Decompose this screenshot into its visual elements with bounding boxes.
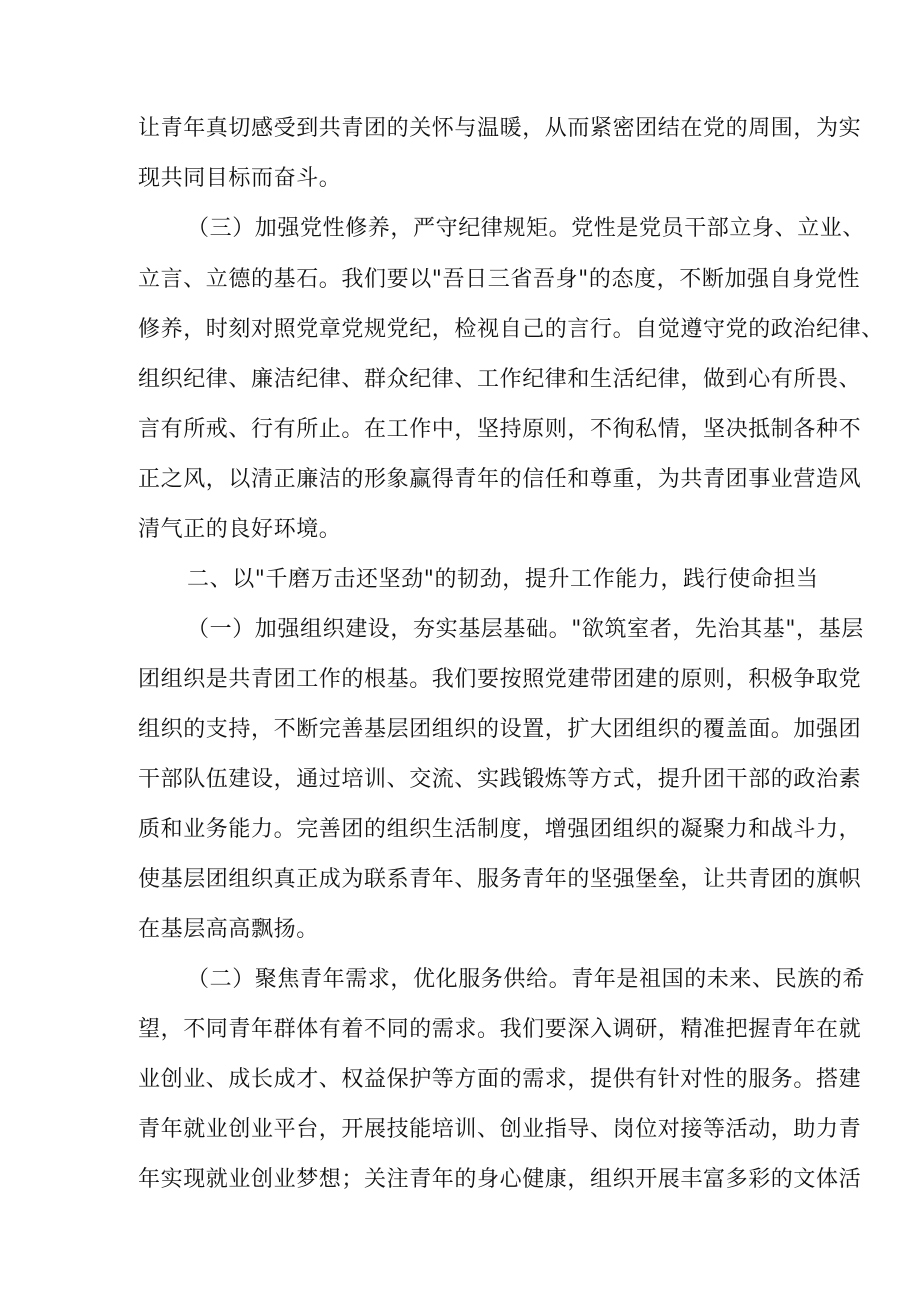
text-line-21: 青年就业创业平台，开展技能培训、创业指导、岗位对接等活动，助力青 bbox=[138, 1117, 862, 1142]
text-line-3: （三）加强党性修养，严守纪律规矩。党性是党员干部立身、立业、 bbox=[187, 216, 866, 241]
text-line-4: 立言、立德的基石。我们要以"吾日三省吾身"的态度，不断加强自身党性 bbox=[138, 267, 861, 292]
text-line-17: 在基层高高飘扬。 bbox=[138, 917, 319, 942]
text-line-8: 正之风，以清正廉洁的形象赢得青年的信任和尊重，为共青团事业营造风 bbox=[138, 467, 862, 492]
text-line-7: 言有所戒、行有所止。在工作中，坚持原则，不徇私情，坚决抵制各种不 bbox=[138, 417, 862, 442]
text-line-11: （一）加强组织建设，夯实基层基础。"欲筑室者，先治其基"，基层 bbox=[187, 617, 864, 642]
text-line-22: 年实现就业创业梦想；关注青年的身心健康，组织开展丰富多彩的文体活 bbox=[138, 1167, 862, 1192]
text-line-16: 使基层团组织真正成为联系青年、服务青年的坚强堡垒，让共青团的旗帜 bbox=[138, 867, 862, 892]
text-line-5: 修养，时刻对照党章党规党纪，检视自己的言行。自觉遵守党的政治纪律、 bbox=[138, 317, 884, 342]
text-line-2: 现共同目标而奋斗。 bbox=[138, 166, 342, 191]
text-line-9: 清气正的良好环境。 bbox=[138, 517, 342, 542]
text-line-13: 组织的支持，不断完善基层团组织的设置，扩大团组织的覆盖面。加强团 bbox=[138, 717, 862, 742]
text-line-1: 让青年真切感受到共青团的关怀与温暖，从而紧密团结在党的周围，为实 bbox=[138, 116, 862, 141]
text-line-6: 组织纪律、廉洁纪律、群众纪律、工作纪律和生活纪律，做到心有所畏、 bbox=[138, 367, 862, 392]
text-line-20: 业创业、成长成才、权益保护等方面的需求，提供有针对性的服务。搭建 bbox=[138, 1067, 862, 1092]
text-line-18: （二）聚焦青年需求，优化服务供给。青年是祖国的未来、民族的希 bbox=[187, 967, 866, 992]
text-line-14: 干部队伍建设，通过培训、交流、实践锻炼等方式，提升团干部的政治素 bbox=[138, 767, 862, 792]
text-line-12: 团组织是共青团工作的根基。我们要按照党建带团建的原则，积极争取党 bbox=[138, 667, 862, 692]
text-line-15: 质和业务能力。完善团的组织生活制度，增强团组织的凝聚力和战斗力， bbox=[138, 817, 862, 842]
text-line-19: 望，不同青年群体有着不同的需求。我们要深入调研，精准把握青年在就 bbox=[138, 1017, 862, 1042]
section-heading: 二、以"千磨万击还坚劲"的韧劲，提升工作能力，践行使命担当 bbox=[187, 567, 819, 592]
